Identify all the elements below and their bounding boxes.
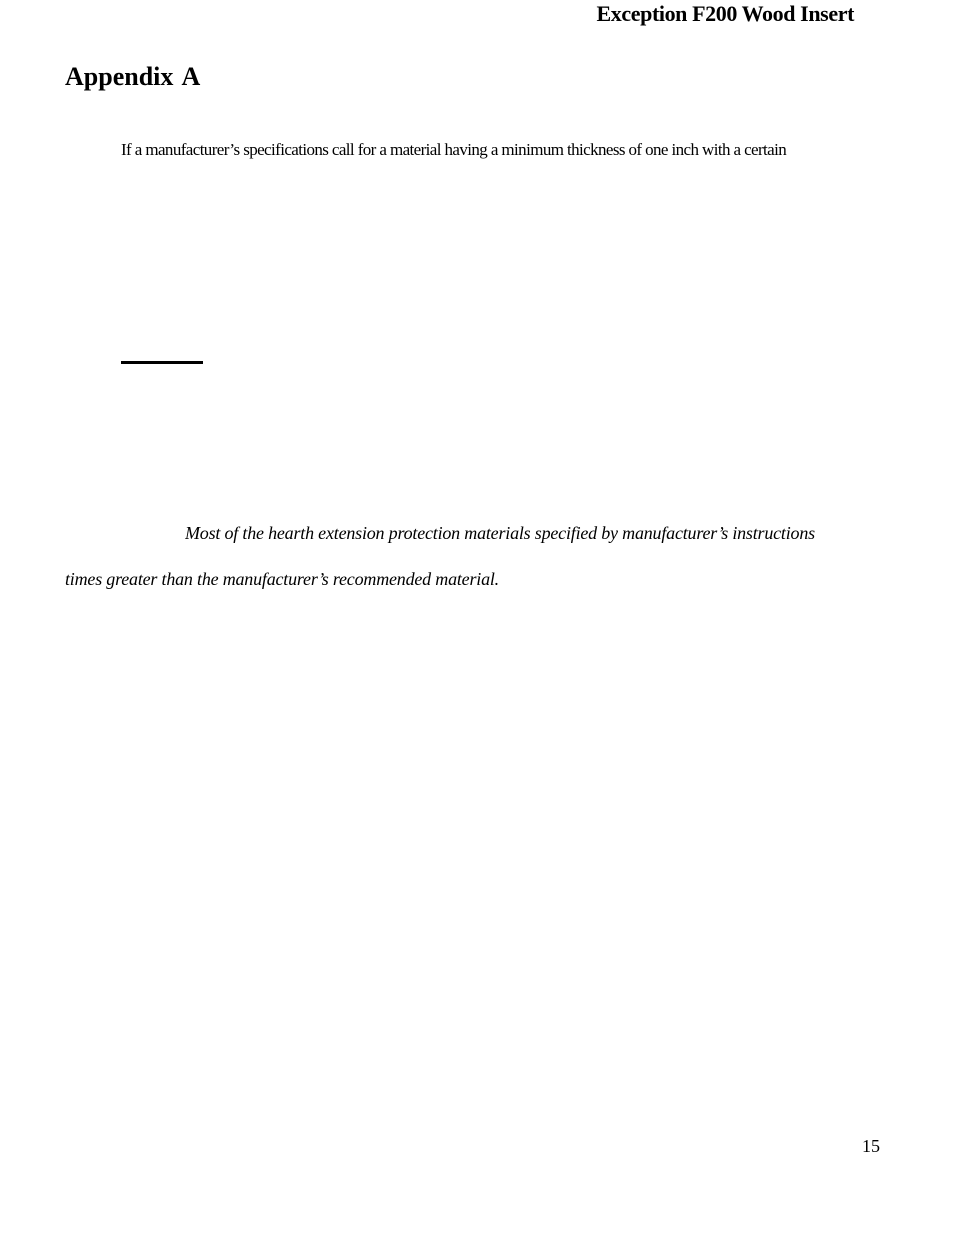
horizontal-rule: [121, 361, 203, 364]
page-number: 15: [862, 1136, 880, 1156]
italic-paragraph-line-2: times greater than the manufacturer’s recommended material.: [65, 569, 499, 589]
italic-paragraph-line-1: Most of the hearth extension protection materials specified by manufacturer’s instructions: [185, 523, 815, 543]
appendix-heading: Appendix A: [65, 62, 201, 91]
document-header-title: Exception F200 Wood Insert: [596, 1, 854, 26]
body-paragraph-line: If a manufacturer’s specifications call for a material having a minimum thickness of one inch with a certain: [121, 140, 787, 159]
